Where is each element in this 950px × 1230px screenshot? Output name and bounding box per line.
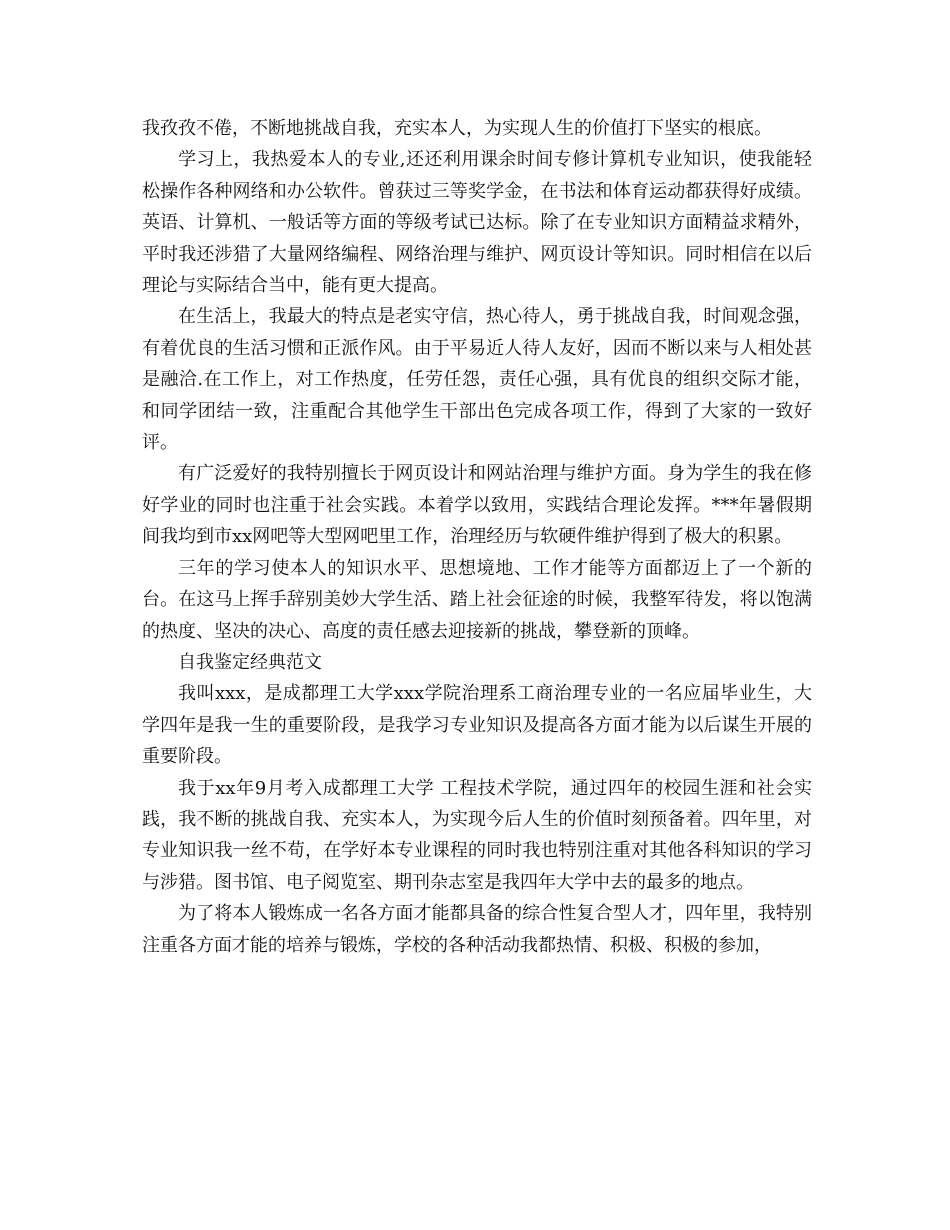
paragraph-3: 在生活上，我最大的特点是老实守信，热心待人，勇于挑战自我，时间观念强，有着优良的生活习惯和正派作风。由于平易近人待人友好，因而不断以来与人相处甚是融洽.在工作上，对工作热度，任劳任怨，责任心强，具有优良的组织交际才能，和同学团结一致，注重配合其他学生干部出色完成各项工作，得到了大家的一致好评。: [142, 306, 812, 454]
paragraph-2: 学习上，我热爱本人的专业,还还利用课余时间专修计算机专业知识，使我能轻松操作各种网络和办公软件。曾获过三等奖学金，在书法和体育运动都获得好成绩。英语、计算机、一般话等方面的等级考试已达标。除了在专业知识方面精益求精外，平时我还涉猎了大量网络编程、网络治理与维护、网页设计等知识。同时相信在以后理论与实际结合当中，能有更大提高。: [142, 149, 812, 297]
paragraph-8: 为了将本人锻炼成一名各方面才能都具备的综合性复合型人才，四年里，我特别注重各方面才能的培养与锻炼，学校的各种活动我都热情、积极、积极的参加，: [142, 903, 812, 956]
paragraph-4: 有广泛爱好的我特别擅长于网页设计和网站治理与维护方面。身为学生的我在修好学业的同时也注重于社会实践。本着学以致用，实践结合理论发挥。***年暑假期间我均到市xx网吧等大型网吧里工作，治理经历与软硬件维护得到了极大的积累。: [142, 463, 812, 548]
document-body: [142, 113, 812, 961]
section-heading: 自我鉴定经典范文: [178, 651, 322, 673]
paragraph-5: 三年的学习使本人的知识水平、思想境地、工作才能等方面都迈上了一个新的台。在这马上挥手辞别美妙大学生活、踏上社会征途的时候，我整军待发，将以饱满的热度、坚决的决心、高度的责任感去迎接新的挑战，攀登新的顶峰。: [142, 557, 812, 642]
paragraph-6: 我叫xxx，是成都理工大学xxx学院治理系工商治理专业的一名应届毕业生，大学四年是我一生的重要阶段，是我学习专业知识及提高各方面才能为以后谋生开展的重要阶段。: [142, 683, 812, 768]
paragraph-7: 我于xx年9月考入成都理工大学 工程技术学院，通过四年的校园生涯和社会实践，我不断的挑战自我、充实本人，为实现今后人生的价值时刻预备着。四年里，对专业知识我一丝不苟，在学好本专业课程的同时我也特别注重对其他各科知识的学习与涉猎。图书馆、电子阅览室、期刊杂志室是我四年大学中去的最多的地点。: [142, 777, 812, 893]
paragraph-1: 我孜孜不倦，不断地挑战自我，充实本人，为实现人生的价值打下坚实的根底。: [142, 118, 772, 139]
